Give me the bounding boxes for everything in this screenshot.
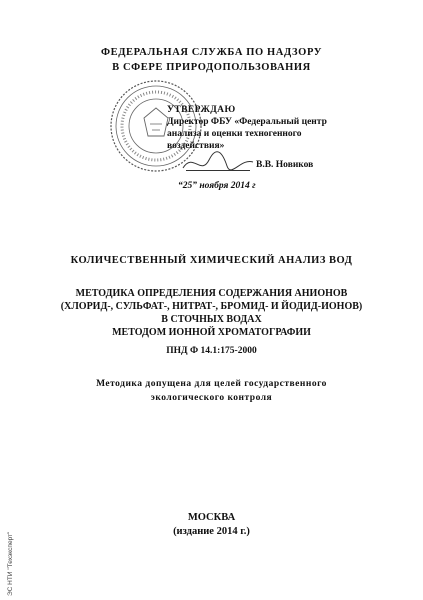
method-title-line-1: МЕТОДИКА ОПРЕДЕЛЕНИЯ СОДЕРЖАНИЯ АНИОНОВ: [75, 288, 348, 299]
usage-note-line-1: Методика допущена для целей государственного: [96, 379, 327, 389]
method-title-line-2: (ХЛОРИД-, СУЛЬФАТ-, НИТРАТ-, БРОМИД- И ЙОДИД-ИОНОВ): [60, 301, 363, 312]
approval-line-2: анализа и оценки техногенного: [167, 129, 302, 139]
method-title-line-3: В СТОЧНЫХ ВОДАХ: [161, 314, 262, 325]
method-title-line-4: МЕТОДОМ ИОННОЙ ХРОМАТОГРАФИИ: [112, 327, 311, 338]
approval-title: УТВЕРЖДАЮ: [167, 105, 236, 115]
agency-line-2: В СФЕРЕ ПРИРОДОПОЛЬЗОВАНИЯ: [112, 62, 311, 73]
analysis-category: КОЛИЧЕСТВЕННЫЙ ХИМИЧЕСКИЙ АНАЛИЗ ВОД: [70, 255, 353, 266]
signer-name: В.В. Новиков: [256, 160, 314, 170]
publication-city: МОСКВА: [187, 512, 236, 523]
approval-block: [167, 104, 387, 152]
signature-line: [186, 170, 250, 171]
agency-header: [0, 45, 423, 75]
side-watermark: [4, 500, 16, 596]
approval-line-3: воздействия»: [167, 141, 225, 151]
approval-line-1: Директор ФБУ «Федеральный центр: [167, 117, 327, 127]
method-title: [0, 287, 423, 339]
side-watermark-text: ЭС НТИ "Техэксперт": [7, 531, 14, 596]
signature-icon: [175, 148, 260, 178]
publication-info: [0, 511, 423, 539]
agency-line-1: ФЕДЕРАЛЬНАЯ СЛУЖБА ПО НАДЗОРУ: [100, 47, 323, 58]
usage-note-line-2: экологического контроля: [150, 393, 273, 403]
approval-date: “25” ноября 2014 г: [178, 181, 256, 191]
document-code: ПНД Ф 14.1:175-2000: [166, 346, 257, 356]
usage-note: [0, 377, 423, 405]
publication-edition: (издание 2014 г.): [173, 526, 250, 537]
